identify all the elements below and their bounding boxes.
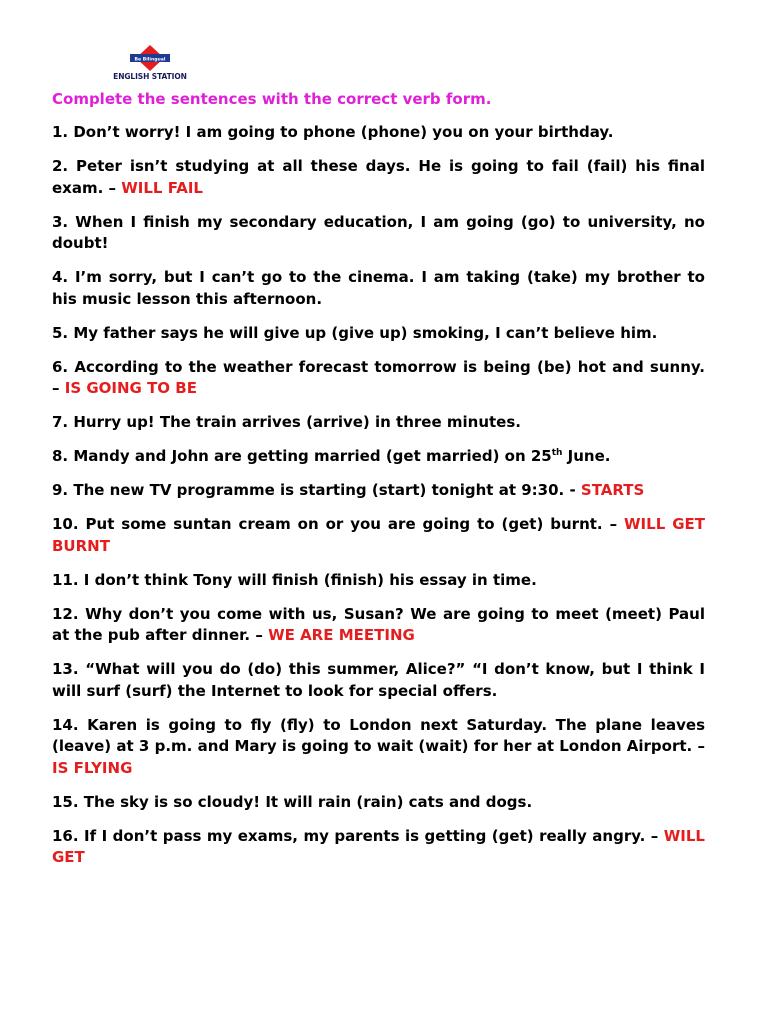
exercise-sentence: 14. Karen is going to fly (fly) to London next Saturday. The plane leaves (leave) at 3 p.m. and Mary is going to wait (wait) for her at London Airport. – <box>52 715 705 755</box>
exercise-sentence: 2. Peter isn’t studying at all these days. He is going to fail (fail) his final exam. – <box>52 157 705 197</box>
correction-answer: WILL FAIL <box>121 178 203 197</box>
exercise-sentence-tail: June. <box>562 447 611 465</box>
exercise-list <box>52 122 705 881</box>
exercise-item <box>52 267 705 310</box>
correction-answer: WILL GET BURNT <box>52 515 705 555</box>
ordinal-suffix: th <box>551 448 563 458</box>
exercise-sentence: 9. The new TV programme is starting (start) tonight at 9:30. - <box>52 481 581 499</box>
exercise-item <box>52 357 705 400</box>
exercise-item <box>52 792 705 814</box>
exercise-item <box>52 412 705 434</box>
exercise-item <box>52 156 705 199</box>
exercise-item <box>52 480 705 502</box>
logo-badge-text: Be Bilingual <box>134 57 166 63</box>
instruction-heading: Complete the sentences with the correct verb form. <box>52 90 492 108</box>
exercise-sentence: 16. If I don’t pass my exams, my parents is getting (get) really angry. – <box>52 826 664 845</box>
correction-answer: WILL GET <box>52 826 705 866</box>
exercise-sentence: 15. The sky is so cloudy! It will rain (rain) cats and dogs. <box>52 792 533 811</box>
correction-answer: WE ARE MEETING <box>268 626 415 644</box>
exercise-item <box>52 715 705 780</box>
exercise-item <box>52 659 705 702</box>
exercise-sentence: 4. I’m sorry, but I can’t go to the cinema. I am taking (take) my brother to his music lesson this afternoon. <box>52 268 705 308</box>
exercise-sentence: 7. Hurry up! The train arrives (arrive) in three minutes. <box>52 413 521 431</box>
exercise-sentence: 8. Mandy and John are getting married (get married) on 25 <box>52 447 552 465</box>
exercise-sentence: 1. Don’t worry! I am going to phone (phone) you on your birthday. <box>52 123 614 141</box>
exercise-item <box>52 604 705 647</box>
exercise-item <box>52 570 705 592</box>
exercise-sentence: 11. I don’t think Tony will finish (finish) his essay in time. <box>52 570 537 589</box>
exercise-item <box>52 323 705 345</box>
correction-answer: STARTS <box>580 481 645 499</box>
correction-answer: IS FLYING <box>52 758 133 777</box>
logo-caption: ENGLISH STATION <box>113 72 187 81</box>
exercise-sentence: 5. My father says he will give up (give up) smoking, I can’t believe him. <box>52 323 658 342</box>
logo-emblem-icon <box>108 44 192 74</box>
exercise-sentence: 3. When I finish my secondary education, I am going (go) to university, no doubt! <box>52 212 705 252</box>
exercise-item <box>52 514 705 557</box>
correction-answer: IS GOING TO BE <box>64 379 197 397</box>
exercise-sentence: 6. According to the weather forecast tomorrow is being (be) hot and sunny. – <box>52 357 705 397</box>
exercise-item <box>52 826 705 869</box>
exercise-sentence: 10. Put some suntan cream on or you are going to (get) burnt. – <box>52 515 625 533</box>
exercise-sentence: 13. “What will you do (do) this summer, Alice?” “I don’t know, but I think I will surf (surf) the Internet to look for special offers. <box>52 660 705 700</box>
exercise-item <box>52 122 705 144</box>
exercise-item <box>52 446 705 468</box>
exercise-item <box>52 212 705 255</box>
exercise-sentence: 12. Why don’t you come with us, Susan? We are going to meet (meet) Paul at the pub after dinner. – <box>52 604 705 644</box>
english-station-logo <box>108 44 192 84</box>
